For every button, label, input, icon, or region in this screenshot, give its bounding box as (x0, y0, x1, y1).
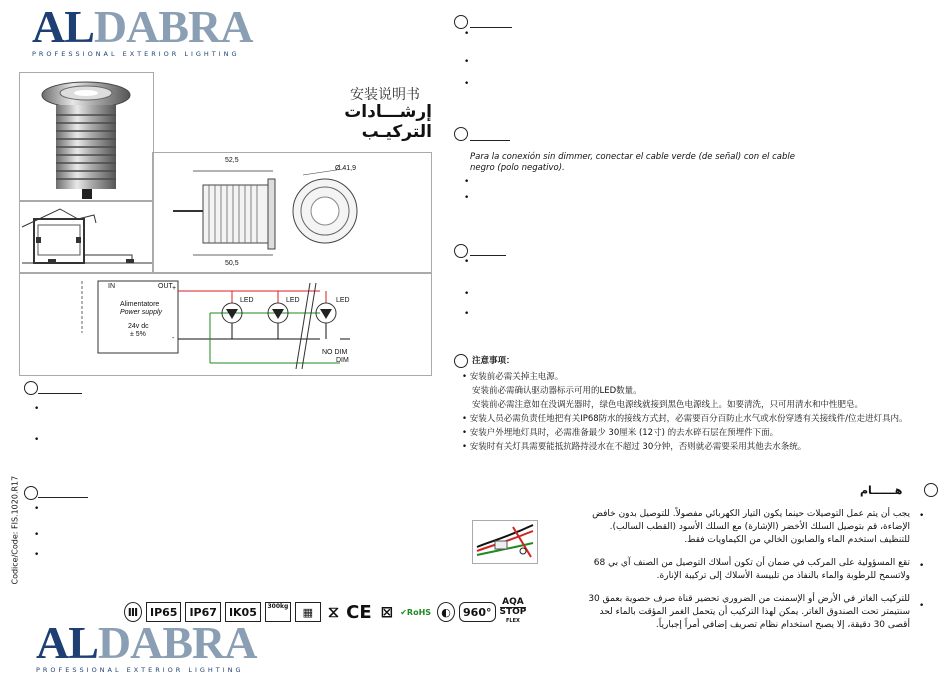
ip65-badge: IP65 (146, 602, 181, 622)
bullet: • (34, 504, 40, 514)
section-marker-left-2 (24, 485, 38, 504)
chinese-item: • 安装户外埋地灯具时，必需准备最少 30厘米 (12寸) 的去水碎石层在预埋件下面。 (462, 428, 779, 438)
weee-bin-icon: ⊠ (380, 603, 394, 621)
led-label-2: LED (286, 297, 300, 304)
chinese-item: • 安装时有关灯具需要能抵抗路持浸水在不超过 30分钟，否则就必需要采用其他去水条统。 (462, 442, 807, 452)
section-circle (924, 483, 938, 497)
dim-label: DIM (336, 357, 349, 364)
product-photo (20, 73, 153, 201)
class-iii-icon: Ⅲ (124, 602, 142, 622)
install-sketch (20, 201, 153, 273)
section-rule (38, 497, 88, 498)
logo-part2: DABRA (93, 1, 253, 52)
bullet: • (919, 511, 925, 521)
driver-tolerance: ± 5% (130, 331, 146, 338)
driver-in: IN (108, 283, 115, 290)
section-circle (454, 244, 468, 258)
dim-width: 52,5 (225, 157, 239, 164)
rohs-label: RoHS (406, 607, 432, 617)
section-rule (470, 255, 506, 256)
section-circle (24, 381, 38, 395)
dimension-sketch (153, 153, 431, 273)
chinese-item: • 安装人员必需负责任地把有关IP68防水的接线方式封，必需要百分百防止水气或水份穿透有关接线件/位走进灯具内。 (462, 414, 908, 424)
weight-label: 300kg (267, 603, 289, 610)
section-rule (470, 27, 512, 28)
ip67-badge: IP67 (185, 602, 220, 622)
dimension-drawing (152, 152, 432, 274)
aqa-label: AQA (502, 597, 524, 607)
bullet: • (464, 289, 470, 299)
section-marker-arabic (924, 482, 938, 501)
section-circle (454, 15, 468, 29)
dimmable-icon: ◐ (437, 602, 455, 622)
chinese-heading: 注意事项： (472, 356, 515, 366)
chinese-item: 安装前必需注意如在没调光器时，绿色电源线就接到黑色电源线上。如要清洗，只可用清水和中性肥皂。 (472, 400, 864, 410)
flex-label: FLEX (506, 618, 520, 624)
bullet: • (464, 193, 470, 203)
cable-icon (472, 520, 538, 564)
logo-part1: AL (36, 617, 98, 668)
bullet: • (34, 435, 40, 445)
bullet: • (34, 530, 40, 540)
driver-minus: - (172, 335, 175, 342)
logo-part2: DABRA (97, 617, 257, 668)
arabic-heading: هــــــام (860, 484, 903, 497)
cut-wire-icon (473, 521, 537, 563)
section-marker-left-1 (24, 380, 38, 399)
wiring-sketch (20, 273, 431, 375)
section-rule (470, 140, 510, 141)
bullet: • (464, 79, 470, 89)
arabic-item: للتركيب الغاتر في الأرض أو الإسمنت من الضروري تحضير قناة صرف حصوية بعمق 30 سنتيمتر تحت الصندوق الغاتر. يمكن لهذا التركيب أن يتحمل الغمر المؤقت بالماء لحد أقصى 30 دقيقة، إلا يصبح استخدام نظام تصريف إضافي أمراً إجبارياً. (588, 594, 910, 630)
led-label-3: LED (336, 297, 350, 304)
driver-voltage: 24v dc (128, 323, 149, 330)
bullet: • (919, 561, 925, 571)
arabic-item: يجب أن يتم عمل التوصيلات حينما يكون التيار الكهربائي مفصولاً. للتوصيل بدون خافض الإضاءة، قم بتوصيل السلك الأخضر (الإشارة) مع السلك الأسود (القطب السالب). للتنظيف استخدم الماء والصابون الخالي من الكيماويات فقط. (592, 509, 910, 545)
ce-mark: CE (346, 601, 372, 623)
spanish-note: Para la conexión sin dimmer, conectar el cable verde (de señal) con el cable negro (polo negativo). (470, 152, 795, 173)
no-dim-label: NO DIM (322, 349, 348, 356)
dim-height: 50,5 (225, 260, 239, 267)
chinese-list (462, 370, 942, 454)
arabic-list (580, 508, 910, 632)
section-rule (38, 393, 82, 394)
dim-diameter: Ø 41,9 (335, 165, 357, 172)
bullet: • (464, 177, 470, 187)
document-code: Codice/Code: FIS.1020.R17 (10, 475, 20, 585)
bullet: • (919, 601, 925, 611)
bullet: • (34, 404, 40, 414)
section-circle (24, 486, 38, 500)
driver-plus: + (172, 285, 177, 292)
logo-part1: AL (32, 1, 94, 52)
glow-wire-badge: 960° (459, 602, 495, 622)
chinese-item: 安装前必需确认驱动器标示可用的LED数量。 (472, 386, 642, 396)
brand-logo-top (32, 1, 253, 58)
title-chinese: 安装说明书 (350, 87, 420, 103)
chinese-item: • 安装前必需关掉主电源。 (462, 372, 564, 382)
section-circle (454, 354, 468, 368)
wiring-diagram (19, 272, 432, 376)
driver-out: OUT (158, 283, 173, 290)
installation-diagram (19, 200, 154, 274)
arabic-item: تقع المسؤولية على المركب في ضمان أن تكون أسلاك التوصيل من الصنف آي بي 68 ولاتسمح للرطوبة والماء بالنفاذ من تلبيسة الأسلاك إلى تركيبة الإنارة. (593, 558, 910, 581)
title-arabic: إرشـــادات التركيـب (344, 102, 432, 142)
driver-name-en: Power supply (120, 309, 163, 316)
driver-name: Alimentatore (120, 301, 160, 308)
logo-tagline: PROFESSIONAL EXTERIOR LIGHTING (36, 666, 244, 674)
weight-load-icon (265, 602, 291, 622)
rohs-badge: ✔RoHS (400, 607, 432, 617)
ik05-badge: IK05 (225, 602, 261, 622)
heat-grid-icon: ▦ (295, 602, 321, 622)
bullet: • (464, 257, 470, 267)
section-marker-right-2 (454, 126, 468, 145)
stop-label: STOP (499, 607, 527, 617)
section-circle (454, 127, 468, 141)
brand-logo-bottom (36, 617, 257, 674)
led-label-1: LED (240, 297, 254, 304)
bullet: • (34, 550, 40, 560)
bullet: • (464, 57, 470, 67)
product-photo-frame (19, 72, 154, 202)
insulation-icon: ⧖ (327, 602, 340, 621)
aqa-stop-logo (500, 598, 527, 626)
bullet: • (464, 309, 470, 319)
bullet: • (464, 29, 470, 39)
logo-tagline: PROFESSIONAL EXTERIOR LIGHTING (32, 50, 240, 58)
